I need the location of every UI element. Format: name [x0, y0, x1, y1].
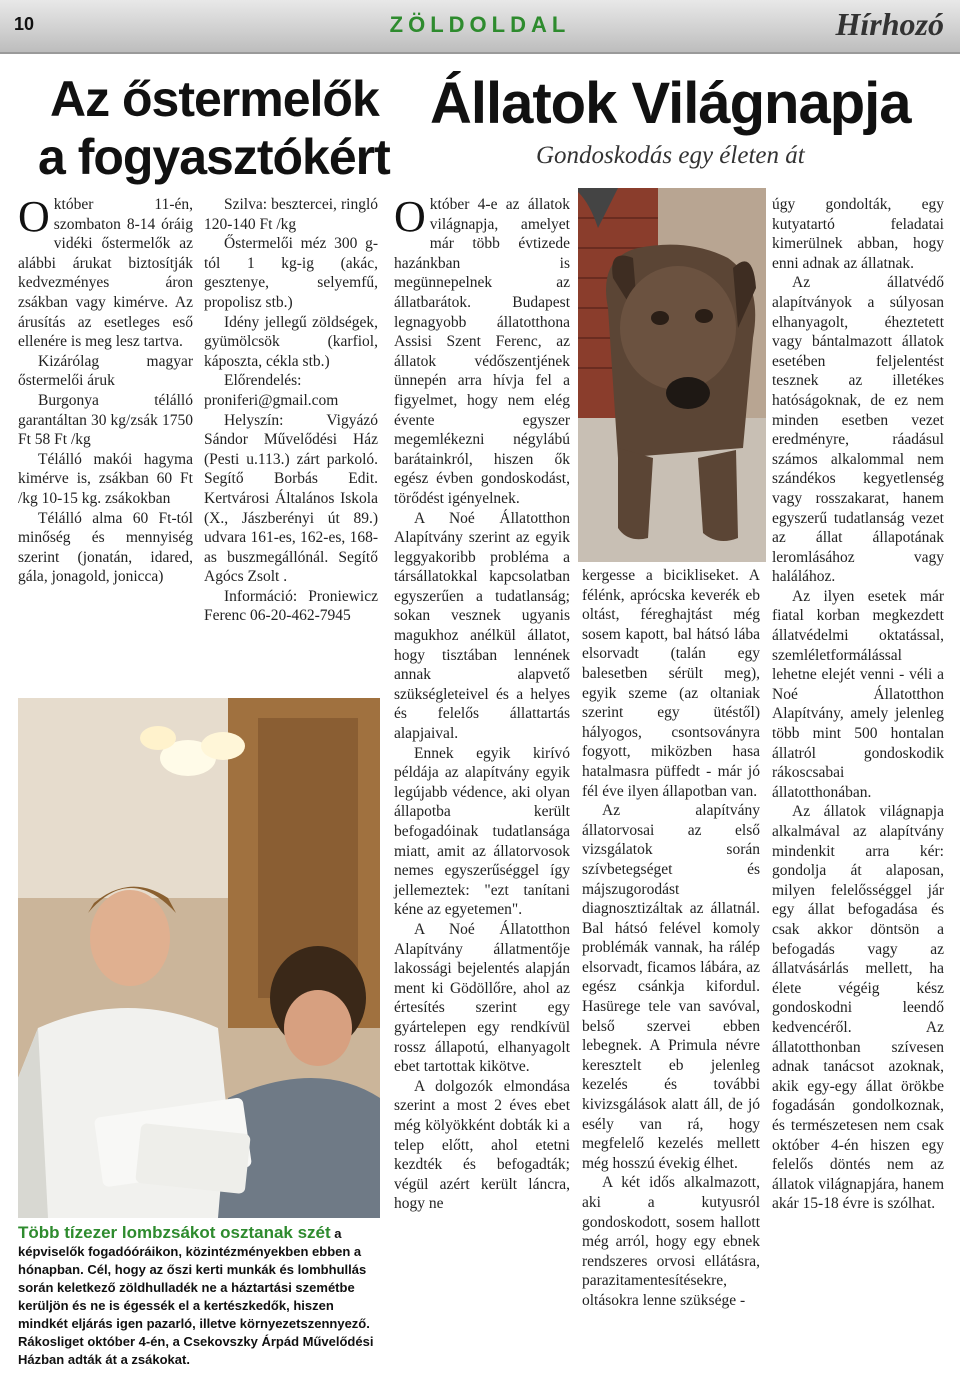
paragraph: Helyszín: Vigyázó Sándor Művelődési Ház (Pesti u.113.) zárt parkoló. Segítő Borbás Edit. Kertvárosi Általános Iskola (X., Jászberényi út 89.) udvara 161-es, 162-es, 168-as buszmegállónál. Segítő Agócs Zsolt . — [204, 411, 378, 586]
dropcap: O — [394, 192, 426, 241]
paragraph: A dolgozók elmondása szerint a most 2 éves ebet még kölyökként dobták ki a telep előtt, ahol etetni kezdték és befogadták; végül azért került láncra, hogy ne — [394, 1077, 570, 1213]
page-number: 10 — [14, 14, 35, 34]
paragraph: A Noé Állatotthon Alapítvány állatmentője lakossági bejelentés alapján ment ki Gödöllőre, ahol az értesítés szerint egy gyártelepen egy rendkívül rossz állapotú, elhanyagolt ebet tartottak kikötve. — [394, 920, 570, 1076]
paragraph: Őstermelői méz 300 g-tól 1 kg-ig (akác, gesztenye, selyemfű, propolisz stb.) — [204, 235, 378, 311]
right-column-4 — [582, 566, 760, 1311]
left-column-1 — [18, 192, 193, 587]
paragraph: któber 11-én, szombaton 8-14 óráig vidéki őstermelők az alábbi árukat biztosítják kedvezményes áron zsákban vagy kimérve. Az árusítás az esetleges eső ellenére is meg lesz tartva. — [18, 196, 193, 351]
right-title: Állatok Világnapja — [430, 71, 911, 136]
paragraph: kergesse a bicikliseket. A félénk, aprócska keverék eb oltást, féreghajtást még sosem kapott, bal hátsó lába elsorvadt (talán egy balesetben sérült meg), egyik szeme (az oltaniak szerint egy ütéstől) hályogos, csontsoványra fogyott, miközben hasa hatalmasra püffedt - már jó fél éve ilyen állapotban van. — [582, 567, 760, 800]
paragraph: úgy gondolták, egy kutyatartó feladatai kimerülnek abban, hogy enni adnak az állatnak. — [772, 196, 944, 272]
dog-illustration — [578, 188, 766, 562]
paragraph: Télálló makói hagyma kimérve is, zsákban 60 Ft /kg 10-15 kg. zsákokban — [18, 450, 193, 507]
section-title: ZÖLDOLDAL — [389, 12, 571, 37]
photo-bag-handover — [18, 698, 380, 1218]
paragraph: Idény jellegű zöldségek, gyümölcsök (karfiol, káposzta, cékla stb.) — [204, 313, 378, 370]
right-column-5 — [772, 195, 944, 1214]
paragraph: A Noé Állatotthon Alapítvány szerint az egyik leggyakoribb probléma a társállatokkal kapcsolatban egyszerűen a tudatlanság; sokan vesznek ugyanis magukhoz anélkül állatot, hogy tisztában lennének annak alapvető szükségleteivel és a helyes és felelős állattartás alapjaival. — [394, 509, 570, 743]
paragraph: Az állatok világnapja alkalmával az alapítvány mindenkit arra kér: gondolja át alaposan, milyen felelősséggel jár egy állat befogadása és csak akkor döntsön a befogadás vagy az állatvásárlás mellett, ha élete végéig kész gondoskodni leendő kedvencéről. Az állatotthonban szívesen adnak tanácsot azoknak, akik egy-egy állat örökbe fogadásán gondolkoznak, és természetesen nem csak október 4-én hiszen egy felelős döntés nem az állatok világnapjára, hanem akár 15-18 évre is szólhat. — [772, 803, 944, 1213]
paragraph: Szilva: besztercei, ringló 120-140 Ft /kg — [204, 196, 378, 233]
masthead: Hírhozó — [835, 6, 944, 42]
paragraph: Az ilyen esetek már fiatal korban megkezdett állatvédelmi oktatással, szemléletformálással lehetne elejét venni - véli a Noé Állatotthon Alapítvány, amely jelenleg több mint 500 hontalan állatról gondoskodik rákoscsabai állatotthonában. — [772, 587, 944, 801]
left-title-line2: a fogyasztókért — [38, 129, 390, 185]
left-column-2 — [204, 195, 378, 626]
paragraph: Burgonya télálló garantáltan 30 kg/zsák 1750 Ft 58 Ft /kg — [18, 391, 193, 449]
paragraph: Az alapítvány állatorvosai az első vizsgálatok során szívbetegséget és májszugorodást diagnosztizáltak az állatnál. Bal hátsó felével komoly problémák vannak, ha rálép elsorvadt, ficamos lábára, az egész csánkja kifordul. Hasürege tele van savóval, belső szervei ebben lebegnek. A Primula névre keresztelt eb jelenleg kezelés és további kivizsgálások alatt áll, de jó esély van rá, hogy megfelelő kezelés mellett még hosszú évekig élhet. — [582, 802, 760, 1172]
paragraph: Kizárólag magyar őstermelői áruk — [18, 352, 193, 390]
page-header-bar — [0, 0, 960, 54]
right-column-3 — [394, 192, 570, 1214]
right-subtitle: Gondoskodás egy életen át — [536, 142, 805, 169]
caption-text: a képviselők fogadóóráikon, közintézményekben ebben a hónapban. Cél, hogy az őszi kerti munkák és lombhullás során keletkező zöldhulladék ne a háztartási szemétbe kerüljön és ne is égessék el a kertészkedők, hiszen mindkét eljárás igen pazarló, illetve környezetszennyező. Rákosliget október 4-én, a Csekovszky Árpád Művelődési Házban adták át a zsákokat. — [18, 1226, 374, 1367]
paragraph: któber 4-e az állatok világnapja, amelyet már több évtizede hazánkban is megünnepelnek az állatbarátok. Budapest legnagyobb állatotthona Assisi Szent Ferenc, az állatok védőszentjének ünnepén arra hívja fel a figyelmet, hogy nem elég évente egyszer megemlékezni négylábú barátainkról, hiszen ők egész évben gondoskodást, törődést igényelnek. — [394, 196, 570, 507]
paragraph: A két idős alkalmazott, aki a kutyusról gondoskodott, sosem hallott még arról, hogy egy ebnek rendszeres orvosi ellátásra, parazitamentesítésekre, oltásokra lenne szüksége - — [582, 1174, 760, 1309]
paragraph: Télálló alma 60 Ft-tól minőség és mennyiség szerint (jonatán, idared, gála, jonagold, jonicca) — [18, 509, 193, 586]
dropcap: O — [18, 192, 50, 241]
photo-caption — [18, 1224, 380, 1369]
left-title-line1: Az őstermelők — [50, 71, 379, 127]
paragraph: Előrendelés: proniferi@gmail.com — [204, 372, 339, 409]
paragraph: Az állatvédő alapítványok a súlyosan elhanyagolt, éheztetett vagy bántalmazott állatok esetében feljelentést tesznek az illetékes hatóságoknak, de ez nem minden esetben vezet eredményre, ráadásul számos alkalommal nem szándékos kegyetlenség vagy rosszakarat, hanem egyszerű tudatlanság vezet az állat állapotának leromlásához vagy halálához. — [772, 274, 944, 586]
paragraph: Információ: Proniewicz Ferenc 06-20-462-7945 — [204, 587, 378, 625]
photo-illustration — [18, 698, 380, 1218]
caption-lead: Több tízezer lombzsákot osztanak szét — [18, 1223, 331, 1242]
photo-dog — [578, 188, 766, 562]
paragraph: Ennek egyik kirívó példája az alapítvány egyik legújabb védence, aki olyan állapotba került befogadóinak tudatlansága miatt, amit az állatorvosok nemes egyszerűséggel így jellemeztek: "ezt tanítani kéne az egyetemen". — [394, 744, 570, 919]
